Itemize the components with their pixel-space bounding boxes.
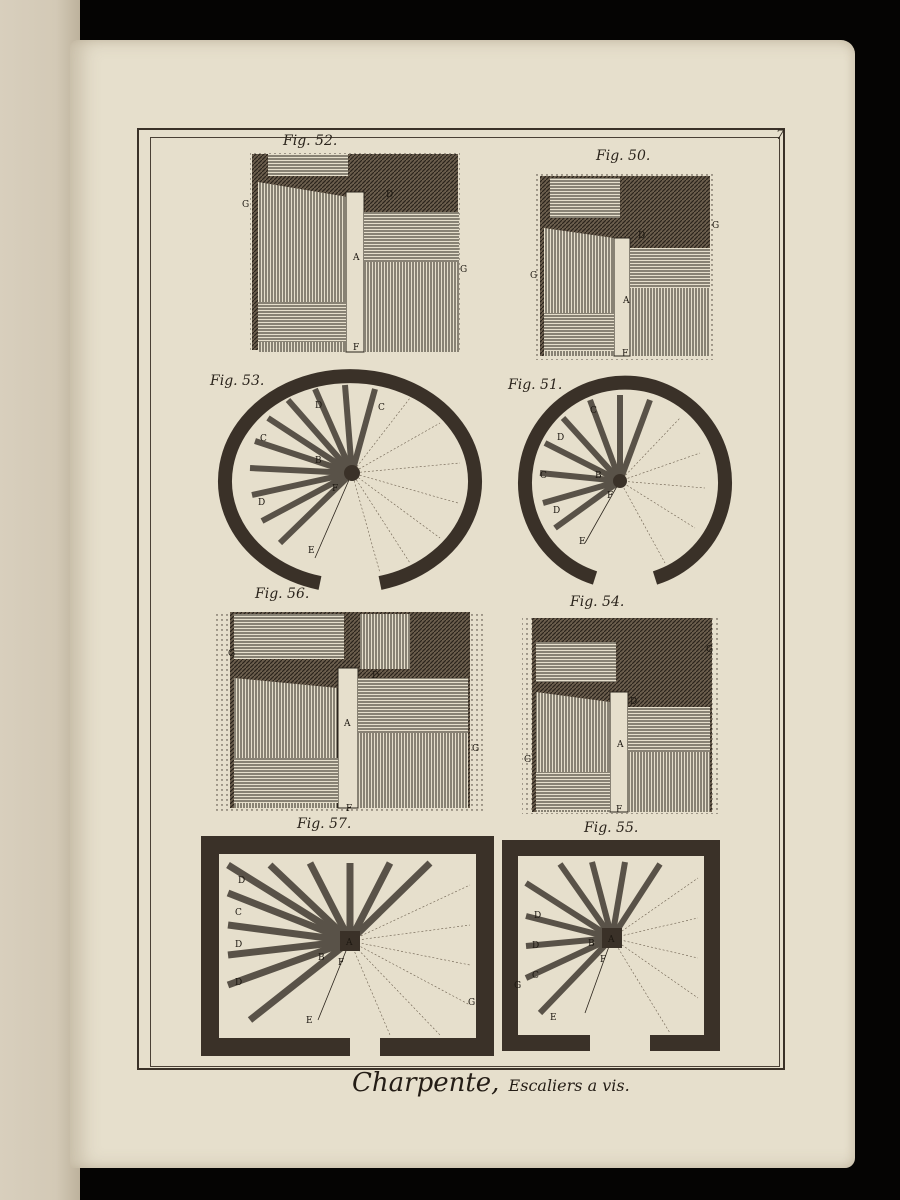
figure-50-elevation — [530, 168, 720, 363]
letter-a: A — [617, 740, 624, 750]
letter-g: G — [706, 645, 714, 655]
fig-label-56: Fig. 56. — [255, 586, 310, 602]
letter-d: D — [372, 671, 380, 681]
figure-55-plan — [500, 838, 722, 1053]
page-number: 7 — [776, 128, 785, 143]
fig-label-52: Fig. 52. — [283, 133, 338, 149]
fig-label-51: Fig. 51. — [508, 377, 563, 393]
letter-b: B — [318, 953, 325, 963]
letter-c: C — [590, 406, 597, 416]
letter-d: D — [532, 941, 540, 951]
letter-d: D — [638, 231, 646, 241]
letter-b: B — [588, 939, 595, 949]
letter-d: D — [235, 940, 243, 950]
letter-d: D — [553, 506, 561, 516]
caption-title: Charpente, — [352, 1068, 500, 1098]
figure-54-elevation — [520, 612, 720, 817]
letter-g: G — [514, 981, 522, 991]
left-page-edge — [0, 0, 80, 1200]
letter-g: G — [242, 200, 250, 210]
letter-a: A — [608, 935, 615, 945]
letter-f: F — [332, 484, 339, 494]
letter-g: G — [472, 744, 480, 754]
letter-c: C — [260, 434, 267, 444]
letter-g: G — [468, 998, 476, 1008]
figure-53-plan — [220, 373, 480, 593]
letter-a: A — [344, 719, 351, 729]
letter-c: C — [532, 971, 539, 981]
letter-d: D — [238, 876, 246, 886]
letter-a: A — [346, 938, 353, 948]
figure-56-elevation — [210, 608, 490, 816]
letter-c: C — [540, 471, 547, 481]
letter-g: G — [530, 271, 538, 281]
fig-label-55: Fig. 55. — [584, 820, 639, 836]
letter-f: F — [600, 955, 607, 965]
letter-d: D — [630, 697, 638, 707]
letter-a: A — [623, 296, 630, 306]
letter-g: G — [524, 755, 532, 765]
fig-label-57: Fig. 57. — [297, 816, 352, 832]
figure-57-plan — [200, 835, 495, 1057]
letter-c: C — [378, 403, 385, 413]
letter-e: E — [308, 546, 315, 556]
letter-e: E — [579, 537, 586, 547]
letter-d: D — [258, 498, 266, 508]
fig-label-50: Fig. 50. — [596, 148, 651, 164]
letter-d: D — [534, 911, 542, 921]
letter-e: E — [550, 1013, 557, 1023]
letter-d: D — [315, 401, 323, 411]
letter-g: G — [460, 265, 468, 275]
fig-label-53: Fig. 53. — [210, 373, 265, 389]
letter-a: A — [353, 253, 360, 263]
letter-d: D — [386, 190, 394, 200]
letter-f: F — [622, 349, 629, 359]
letter-f: F — [338, 958, 345, 968]
letter-e: E — [306, 1016, 313, 1026]
fig-label-54: Fig. 54. — [570, 594, 625, 610]
plate-caption — [352, 1068, 630, 1098]
letter-c: C — [235, 908, 242, 918]
caption-subtitle: Escaliers a vis. — [508, 1076, 630, 1095]
letter-g: G — [228, 649, 236, 659]
figure-51-plan — [515, 378, 725, 588]
letter-d: D — [235, 978, 243, 988]
letter-f: F — [346, 804, 353, 814]
letter-b: B — [595, 471, 602, 481]
letter-g: G — [712, 221, 720, 231]
letter-f: F — [353, 343, 360, 353]
letter-f: F — [607, 491, 614, 501]
letter-d: D — [557, 433, 565, 443]
letter-f: F — [616, 805, 623, 815]
figure-52-elevation — [238, 152, 468, 352]
letter-b: B — [315, 456, 322, 466]
